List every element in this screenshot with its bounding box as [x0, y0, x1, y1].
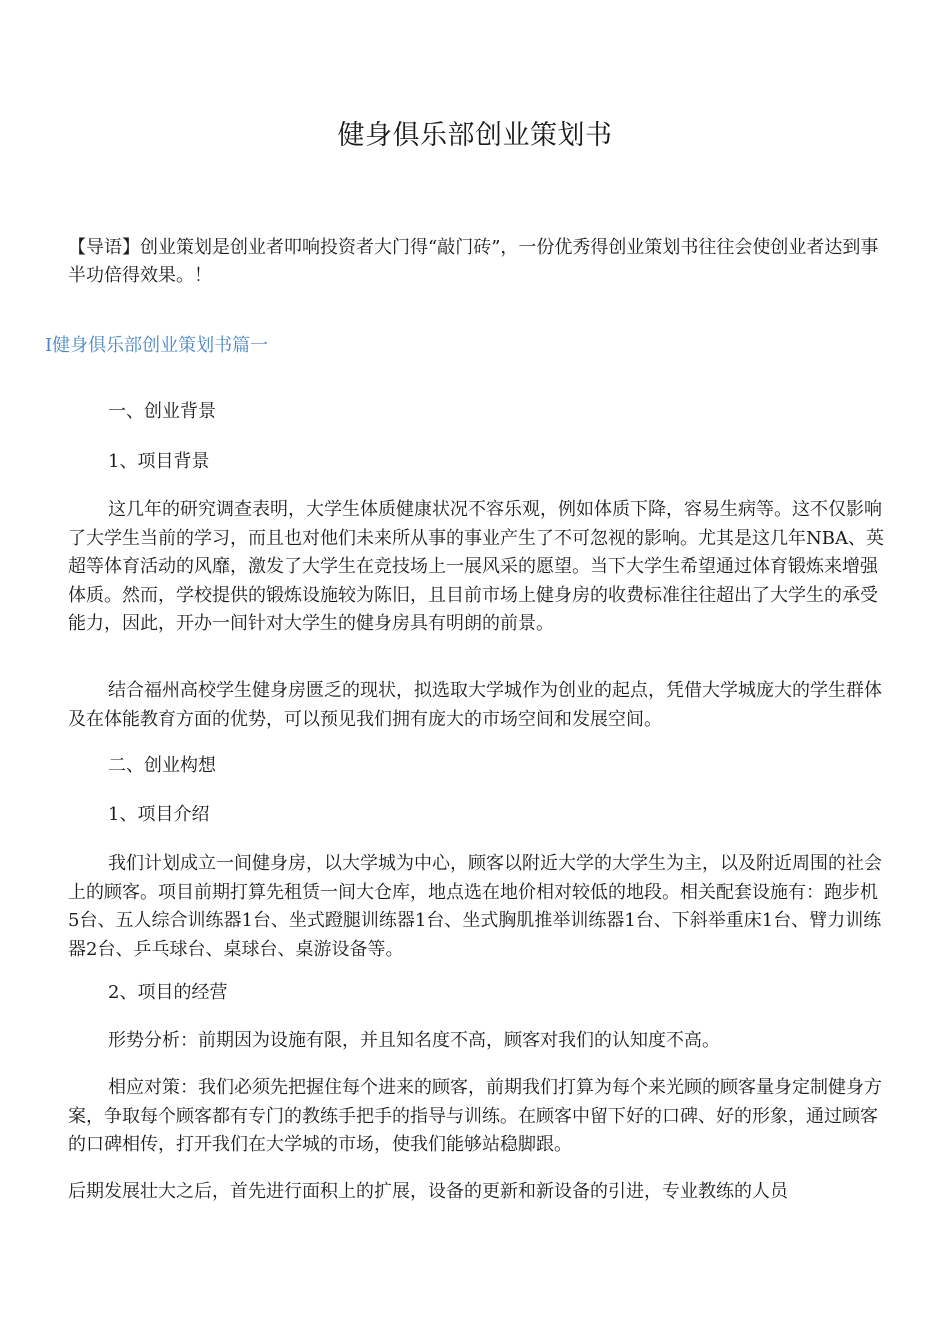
intro-paragraph: 【导语】创业策划是创业者叩响投资者大门得“敲门砖”，一份优秀得创业策划书往往会使创业者达到事半功倍得效果。！: [68, 237, 879, 286]
heading-project-operation: 2、项目的经营: [108, 982, 228, 1003]
heading-project-introduction: 1、项目介绍: [108, 804, 210, 825]
paragraph-project-introduction: 我们计划成立一间健身房，以大学城为中心，顾客以附近大学的大学生为主，以及附近周围的社会上的顾客。项目前期打算先租赁一间大仓库，地点选在地价相对较低的地段。相关配套设施有：跑步机5台、五人综合训练器1台、坐式蹬腿训练器1台、坐式胸肌推举训练器1台、下斜举重床1台、臂力训练器2台、乒乓球台、桌球台、桌游设备等。: [68, 853, 882, 960]
heading-startup-background: 一、创业背景: [108, 401, 216, 422]
section-link-part-one[interactable]: I健身俱乐部创业策划书篇一: [45, 335, 269, 356]
paragraph-project-background: 这几年的研究调查表明，大学生体质健康状况不容乐观，例如体质下降，容易生病等。这不仅影响了大学生当前的学习，而且也对他们未来所从事的事业产生了不可忽视的影响。尤其是这几年NBA、英超等体育活动的风靡，激发了大学生在竞技场上一展风采的愿望。当下大学生希望通过体育锻炼来增强体质。然而，学校提供的锻炼设施较为陈旧，且目前市场上健身房的收费标准往往超出了大学生的承受能力，因此，开办一间针对大学生的健身房具有明朗的前景。: [68, 499, 884, 634]
paragraph-market-opportunity: 结合福州高校学生健身房匮乏的现状，拟选取大学城作为创业的起点，凭借大学城庞大的学生群体及在体能教育方面的优势，可以预见我们拥有庞大的市场空间和发展空间。: [68, 680, 882, 730]
heading-project-background: 1、项目背景: [108, 451, 210, 472]
heading-startup-concept: 二、创业构想: [108, 755, 216, 776]
paragraph-situation-analysis: 形势分析：前期因为设施有限，并且知名度不高，顾客对我们的认知度不高。: [108, 1030, 720, 1051]
paragraph-later-development: 后期发展壮大之后，首先进行面积上的扩展，设备的更新和新设备的引进，专业教练的人员: [68, 1181, 788, 1202]
document-title: 健身俱乐部创业策划书: [337, 120, 613, 151]
paragraph-countermeasures: 相应对策：我们必须先把握住每个进来的顾客，前期我们打算为每个来光顾的顾客量身定制健身方案，争取每个顾客都有专门的教练手把手的指导与训练。在顾客中留下好的口碑、好的形象，通过顾客的口碑相传，打开我们在大学城的市场，使我们能够站稳脚跟。: [68, 1077, 882, 1155]
